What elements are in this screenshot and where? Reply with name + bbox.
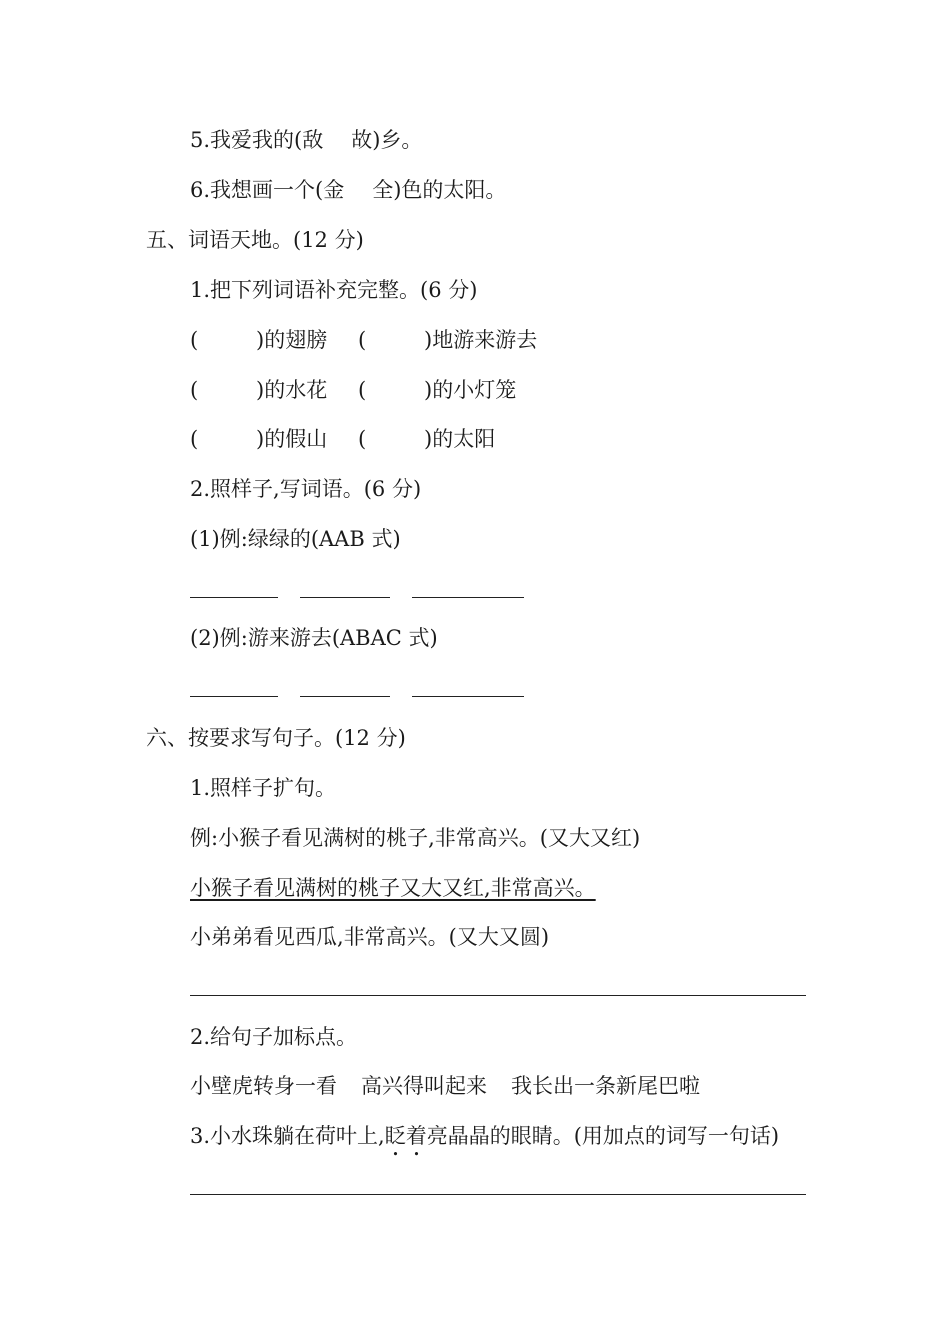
fill-blank-right: )地游来游去: [424, 328, 538, 352]
blank-open-paren: (: [190, 378, 199, 402]
fill-blank-right: )的小灯笼: [424, 378, 517, 402]
q2-example-2: (2)例:游来游去(ABAC 式): [190, 626, 438, 650]
s6-q1-example: 例:小猴子看见满树的桃子,非常高兴。(又大又红): [190, 826, 641, 850]
section-6-title: 六、按要求写句子。(12 分): [146, 726, 406, 750]
q1-title: 1.把下列词语补充完整。(6 分): [190, 278, 478, 302]
dotted-word: 眨着: [384, 1124, 427, 1148]
answer-line[interactable]: [300, 696, 390, 697]
fill-blank-left: )的翅膀: [256, 328, 328, 352]
s6-q1-task: 小弟弟看见西瓜,非常高兴。(又大又圆): [190, 925, 550, 949]
fill-blank-right: )的太阳: [424, 427, 496, 451]
answer-line[interactable]: [190, 1194, 806, 1195]
q2-example-1: (1)例:绿绿的(AAB 式): [190, 527, 401, 551]
answer-line[interactable]: [412, 597, 524, 598]
blank-open-paren: (: [358, 378, 367, 402]
section-5-title: 五、词语天地。(12 分): [146, 228, 364, 252]
s6-q1-title: 1.照样子扩句。: [190, 776, 337, 800]
blank-open-paren: (: [358, 328, 367, 352]
answer-line[interactable]: [300, 597, 390, 598]
s6-q2-title: 2.给句子加标点。: [190, 1025, 358, 1049]
answer-line[interactable]: [190, 995, 806, 996]
answer-line[interactable]: [190, 597, 278, 598]
fill-blank-left: )的假山: [256, 427, 328, 451]
blank-open-paren: (: [358, 427, 367, 451]
blank-open-paren: (: [190, 328, 199, 352]
item-5: 5.我爱我的(敌 故)乡。: [190, 128, 423, 152]
s6-q3: 3.小水珠躺在荷叶上,眨着亮晶晶的眼睛。(用加点的词写一句话): [190, 1124, 780, 1148]
s6-q2-sentence: 小壁虎转身一看 高兴得叫起来 我长出一条新尾巴啦: [190, 1074, 700, 1098]
blank-open-paren: (: [190, 427, 199, 451]
item-6: 6.我想画一个(金 全)色的太阳。: [190, 178, 507, 202]
q2-title: 2.照样子,写词语。(6 分): [190, 477, 422, 501]
answer-line[interactable]: [190, 696, 278, 697]
answer-line[interactable]: [412, 696, 524, 697]
fill-blank-left: )的水花: [256, 378, 328, 402]
s6-q1-example-answer: 小猴子看见满树的桃子又大又红,非常高兴。: [190, 876, 596, 900]
